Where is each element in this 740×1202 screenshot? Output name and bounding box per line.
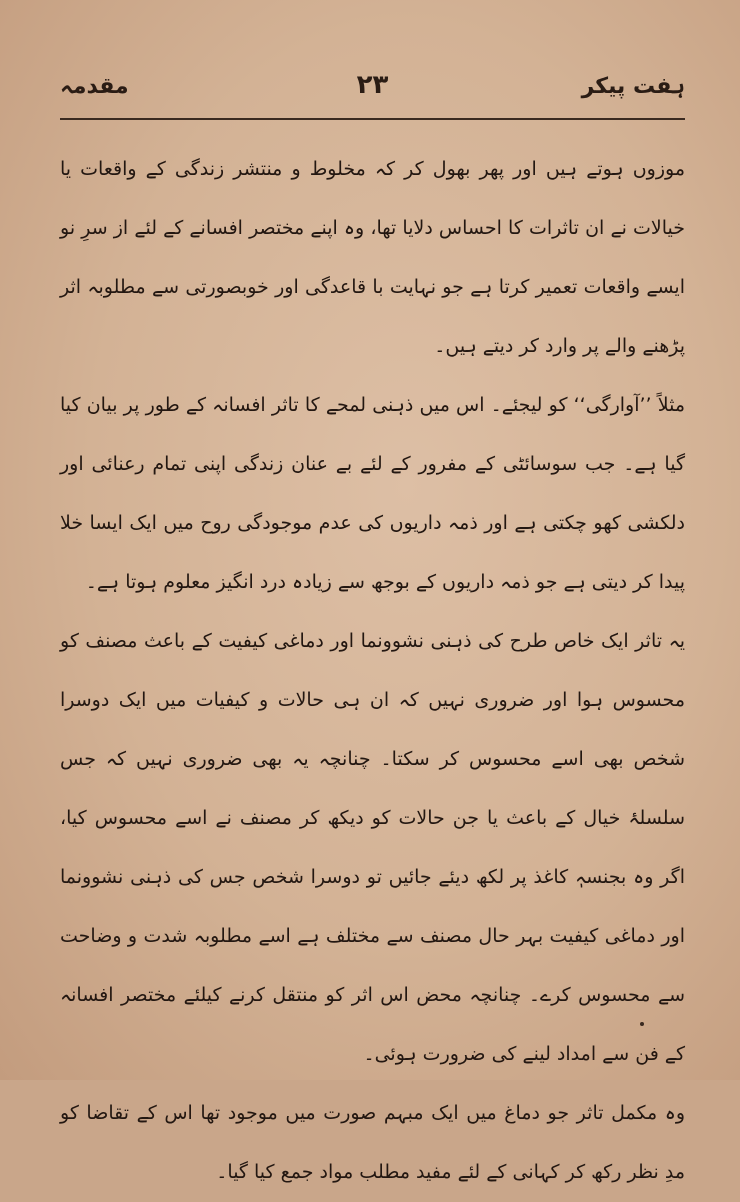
header-rule [60, 118, 685, 120]
ink-speck [640, 1022, 644, 1026]
paragraph-3: یہ تاثر ایک خاص طرح کی ذہنی نشوونما اور دماغی کیفیت کے باعث مصنف کو محسوس ہوا اور ضروری نہیں کہ ان ہی حالات و کیفیات میں ایک دوسرا شخص بھی اسے محسوس کر سکتا۔ چنانچہ یہ بھی ضروری نہیں کہ جس سلسلۂ خیال کے باعث یا جن حالات کو دیکھ کر مصنف نے اسے محسوس کیا، اگر وہ بجنسہٖ کاغذ پر لکھ دیئے جائیں تو دوسرا شخص جس کی ذہنی نشوونما اور دماغی کیفیت بہر حال مصنف سے مختلف ہے اسے مطلوبہ شدت و وضاحت سے محسوس کرے۔ چنانچہ محض اس اثر کو منتقل کرنے کیلئے مختصر افسانہ کے فن سے امداد لینے کی ضرورت ہوئی۔ [60, 630, 685, 1065]
paragraph-2: مثلاً ’’آوارگی‘‘ کو لیجئے۔ اس میں ذہنی لمحے کا تاثر افسانہ کے طور پر بیان کیا گیا ہے۔ جب سوسائٹی کے مفرور کے لئے بے عنان زندگی اپنی تمام رعنائی اور دلکشی کھو چکتی ہے اور ذمہ داریوں کی عدم موجودگی روح میں ایک ایسا خلا پیدا کر دیتی ہے جو ذمہ داریوں کے بوجھ سے زیادہ درد انگیز معلوم ہوتا ہے۔ [60, 394, 685, 593]
running-section-title: مقدمہ [60, 74, 129, 99]
running-book-title: ہفت پیکر [581, 74, 685, 99]
body-text [60, 140, 685, 1202]
paragraph-1: موزوں ہوتے ہیں اور پھر بھول کر کہ مخلوط و منتشر زندگی کے واقعات یا خیالات نے ان تاثرات کا احساس دلایا تھا، وہ اپنے مختصر افسانے کے لئے از سرِ نو ایسے واقعات تعمیر کرتا ہے جو نہایت با قاعدگی اور خوبصورتی سے مطلوبہ اثر پڑھنے والے پر وارد کر دیتے ہیں۔ [60, 158, 685, 357]
page-number: ۲۳ [356, 70, 389, 100]
paragraph-4: وہ مکمل تاثر جو دماغ میں ایک مبہم صورت میں موجود تھا اس کے تقاضا کو مدِ نظر رکھ کر کہانی کے لئے مفید مطلب مواد جمع کیا گیا۔ [60, 1102, 685, 1183]
page-header [60, 70, 685, 110]
